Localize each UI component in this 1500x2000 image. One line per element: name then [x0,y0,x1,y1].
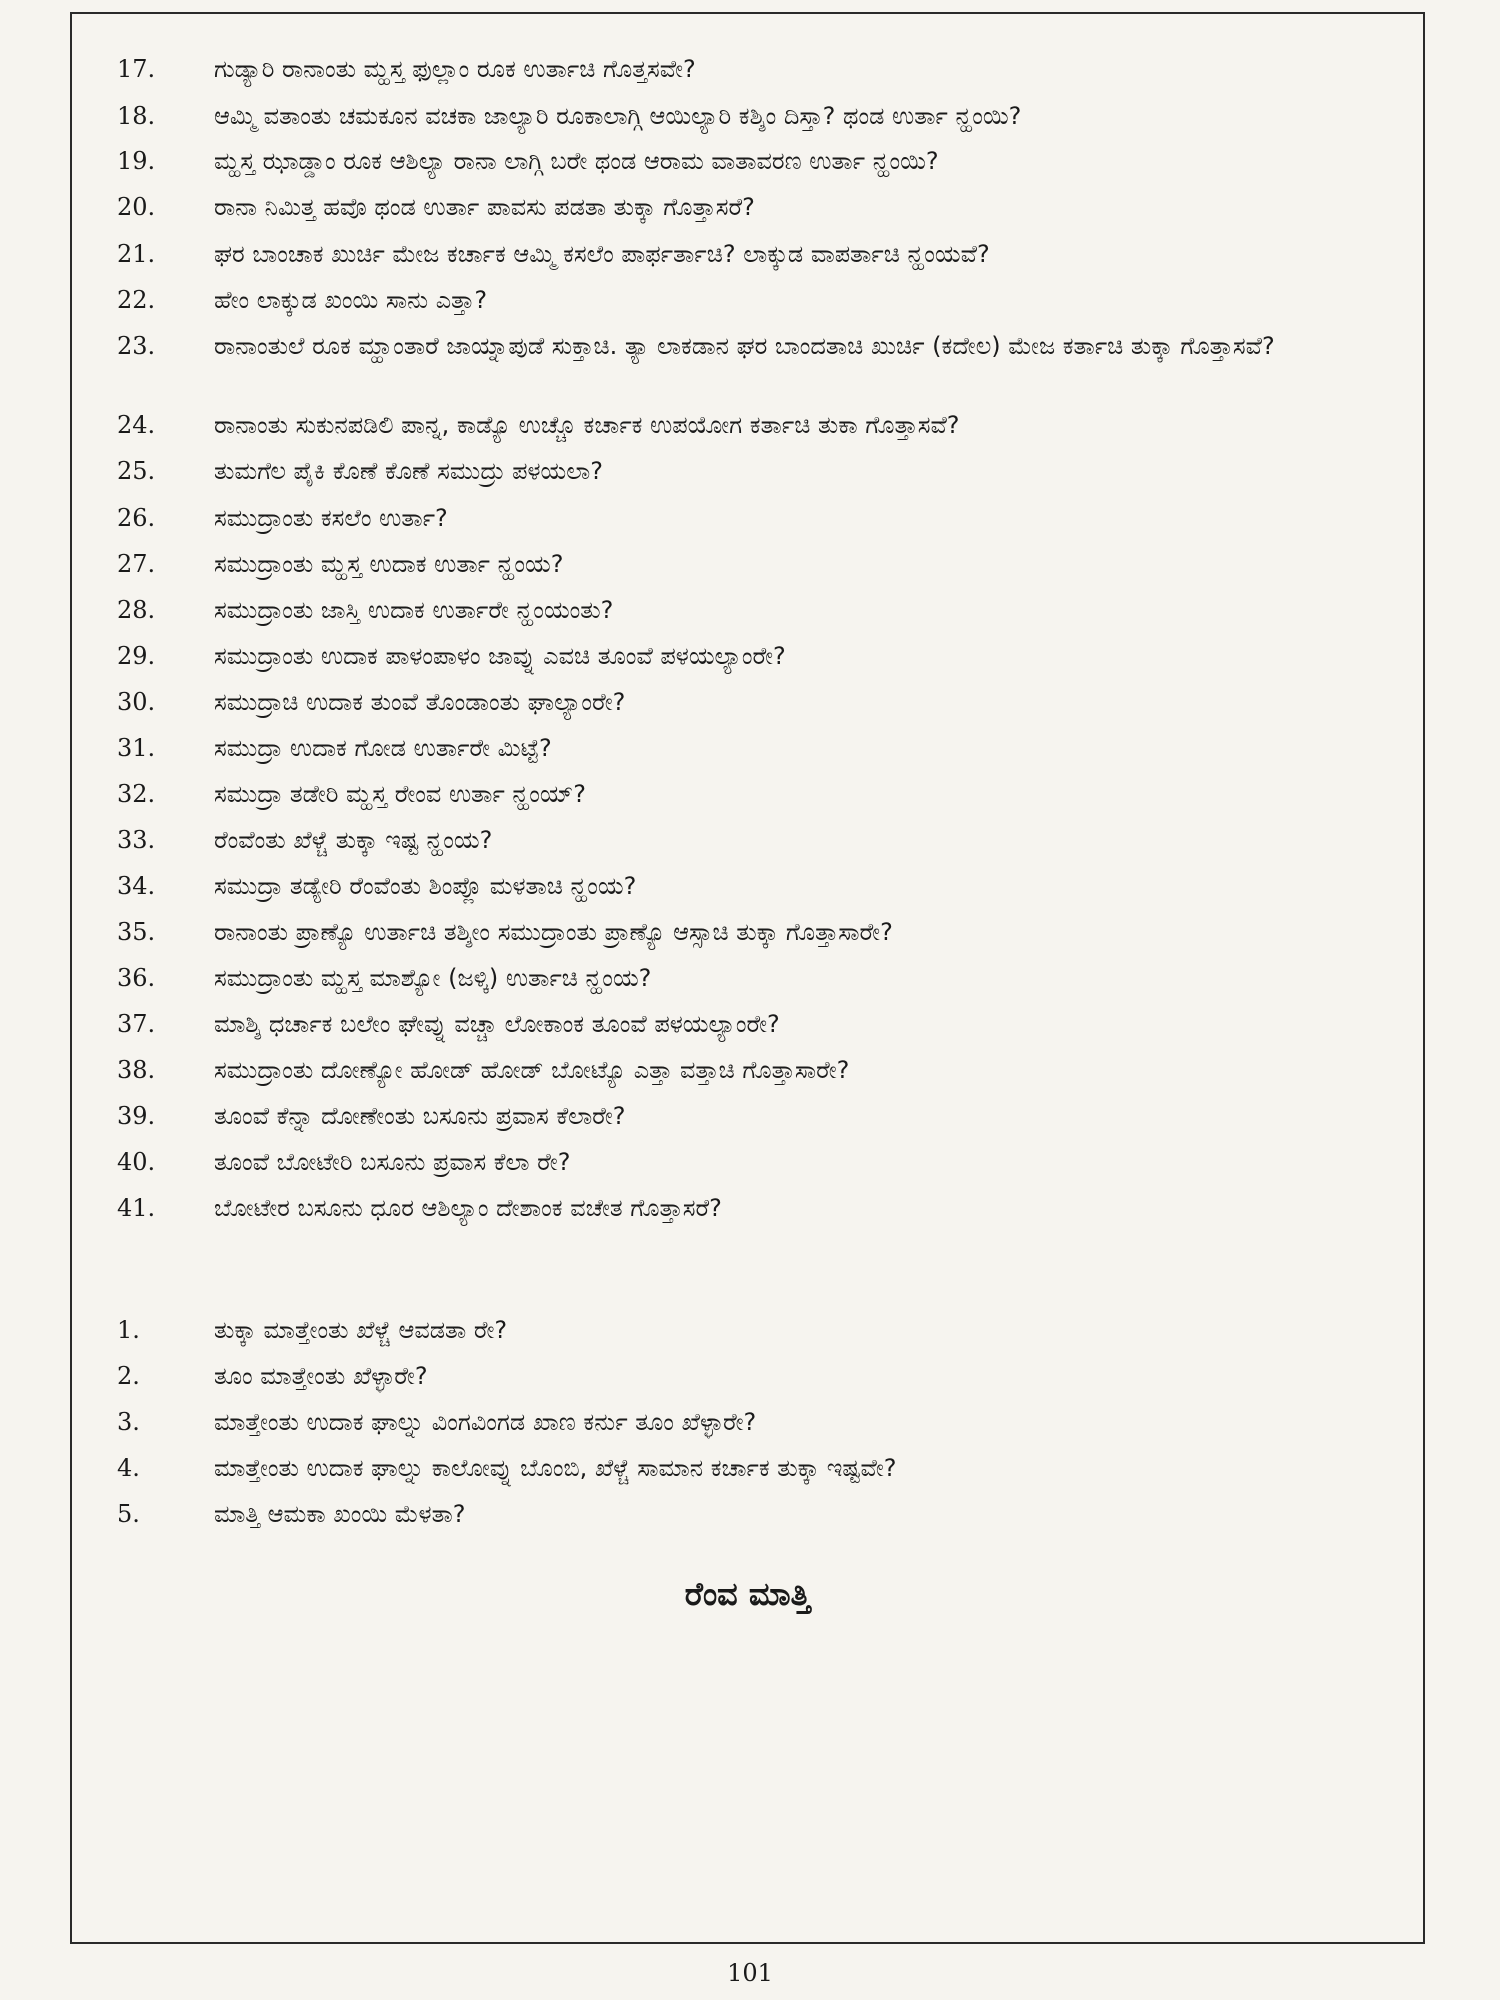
question-number: 5. [117,1500,140,1528]
question-number: 22. [117,286,156,314]
question-text: ಆಮ್ಮಿ ವತಾಂತು ಚಮಕೂನ ವಚಕಾ ಜಾಲ್ಯಾರಿ ರೂಕಾಲಾಗ್ಗಿ ಆಯಿಲ್ಯಾರಿ ಕಶ್ಶಿಂ ದಿಸ್ತಾ? ಥಂಡ ಉರ್ತಾ ನ್ಹಂಯಿ? [214,102,1022,130]
question-number: 18. [117,102,156,130]
question-number: 33. [117,826,156,854]
question-number: 39. [117,1102,156,1130]
question-number: 19. [117,147,156,175]
question-text: ಸಮುದ್ರಾಂತು ಮ್ಹಸ್ತ ಮಾಶ್ಯೋ (ಜಳ್ಕಿ) ಉರ್ತಾಚಿ ನ್ಹಂಯ? [214,964,652,992]
question-text: ಸಮುದ್ರಾ ಉದಾಕ ಗೋಡ ಉರ್ತಾರೇ ಮಿಟ್ಟೆ? [214,734,552,762]
question-text: ಮ್ಹಸ್ತ ಝಾಡ್ಡಾಂ ರೂಕ ಆಶಿಲ್ಯಾ ರಾನಾ ಲಾಗ್ಗಿ ಬರೇ ಥಂಡ ಆರಾಮ ವಾತಾವರಣ ಉರ್ತಾ ನ್ಹಂಯಿ? [214,147,939,175]
question-text: ಬೋಟೇರ ಬಸೂನು ಧೂರ ಆಶಿಲ್ಯಾಂ ದೇಶಾಂಕ ವಚೇತ ಗೊತ್ತಾಸರೆ? [214,1194,722,1222]
question-number: 40. [117,1148,156,1176]
question-text: ಸಮುದ್ರಾಂತು ಮ್ಹಸ್ತ ಉದಾಕ ಉರ್ತಾ ನ್ಹಂಯ? [214,550,564,578]
question-number: 27. [117,550,156,578]
question-number: 38. [117,1056,156,1084]
question-text: ರಾನಾಂತುಲೆ ರೂಕ ಮ್ಹಾಂತಾರೆ ಜಾಯ್ನಾಪುಡೆ ಸುಕ್ತಾಚಿ. ತ್ಯಾ ಲಾಕಡಾನ ಘರ ಬಾಂದತಾಚಿ ಖುರ್ಚಿ (ಕದೇಲ) ಮೇಜ ಕರ್ತಾಚಿ ತುಕ್ಕಾ ಗೊತ್ತಾಸವೆ? [214,332,1275,360]
question-number: 26. [117,504,156,532]
page-number: 101 [727,1959,773,1987]
question-number: 28. [117,596,156,624]
question-text: ಸಮುದ್ರಾಂತು ಉದಾಕ ಪಾಳಂಪಾಳಂ ಜಾವ್ನು ಎವಚಿ ತೂಂವೆ ಪಳಯಲ್ಯಾಂರೇ? [214,642,786,670]
question-number: 20. [117,193,156,221]
question-text: ಸಮುದ್ರಾಚಿ ಉದಾಕ ತುಂವೆ ತೊಂಡಾಂತು ಘಾಲ್ಯಾಂರೇ? [214,688,626,716]
question-number: 21. [117,240,156,268]
question-text: ಸಮುದ್ರಾಂತು ದೋಣ್ಯೋ ಹೋಡ್ ಹೋಡ್ ಬೋಟ್ಯೊ ಎತ್ತಾ ವತ್ತಾಚಿ ಗೊತ್ತಾಸಾರೇ? [214,1056,850,1084]
question-text: ರಾನಾಂತು ಪ್ರಾಣ್ಯೊ ಉರ್ತಾಚಿ ತಶ್ಶೀಂ ಸಮುದ್ರಾಂತು ಪ್ರಾಣ್ಯೊ ಆಸ್ಸಾಚಿ ತುಕ್ಕಾ ಗೊತ್ತಾಸಾರೇ? [214,918,893,946]
question-text: ತುಮಗೆಲ ಪೈಕಿ ಕೊಣೆ ಕೊಣೆ ಸಮುದ್ರು ಪಳಯಲಾ? [214,457,604,485]
question-text: ಮಾತ್ತೇಂತು ಉದಾಕ ಘಾಲ್ನು ಕಾಲೋವ್ನು ಬೊಂಬಿ, ಖೆಳ್ಚೆ ಸಾಮಾನ ಕರ್ಚಾಕ ತುಕ್ಕಾ ಇಷ್ಟವೇ? [214,1454,897,1482]
question-number: 29. [117,642,156,670]
question-number: 32. [117,780,156,808]
question-text: ತೂಂವೆ ಬೋಟೇರಿ ಬಸೂನು ಪ್ರವಾಸ ಕೆಲಾ ರೇ? [214,1148,571,1176]
question-text: ಸಮುದ್ರಾಂತು ಕಸಲೆಂ ಉರ್ತಾ? [214,504,448,532]
question-number: 23. [117,332,156,360]
question-number: 3. [117,1408,140,1436]
question-number: 4. [117,1454,140,1482]
question-text: ಸಮುದ್ರಾ ತಡೇರಿ ಮ್ಹಸ್ತ ರೇಂವ ಉರ್ತಾ ನ್ಹಂಯ್? [214,780,587,808]
question-text: ಮಾತ್ತಿ ಆಮಕಾ ಖಂಯಿ ಮೆಳತಾ? [214,1500,466,1528]
question-text: ಮಾಶ್ಶಿ ಧರ್ಚಾಕ ಬಲೇಂ ಘೇವ್ನು ವಚ್ಚಾ ಲೋಕಾಂಕ ತೂಂವೆ ಪಳಯಲ್ಯಾಂರೇ? [214,1010,780,1038]
question-number: 34. [117,872,156,900]
question-number: 25. [117,457,156,485]
question-text: ಗುಡ್ಯಾರಿ ರಾನಾಂತು ಮ್ಹಸ್ತ ಫುಲ್ಲಾಂ ರೂಕ ಉರ್ತಾಚಿ ಗೊತ್ತಸವೇ? [214,55,696,83]
question-text: ಸಮುದ್ರಾಂತು ಜಾಸ್ತಿ ಉದಾಕ ಉರ್ತಾರೇ ನ್ಹಂಯಂತು? [214,596,614,624]
question-number: 31. [117,734,156,762]
question-number: 1. [117,1316,140,1344]
question-number: 17. [117,55,156,83]
page-border-frame [70,12,1425,1944]
question-text: ರೆಂವೆಂತು ಖೆಳ್ಚೆ ತುಕ್ಕಾ ಇಷ್ಟ ನ್ಹಂಯ? [214,826,493,854]
question-text: ಘರ ಬಾಂಚಾಕ ಖುರ್ಚಿ ಮೇಜ ಕರ್ಚಾಕ ಆಮ್ಮಿ ಕಸಲೆಂ ಪಾರ್ಫರ್ತಾಚಿ? ಲಾಕ್ಕುಡ ವಾಪರ್ತಾಚಿ ನ್ಹಂಯವೆ? [214,240,990,268]
section-heading: ರೆಂವ ಮಾತ್ತಿ [684,1575,811,1613]
question-number: 36. [117,964,156,992]
question-text: ತುಕ್ಕಾ ಮಾತ್ತೇಂತು ಖೆಳ್ಚೆ ಆವಡತಾ ರೇ? [214,1316,508,1344]
question-text: ಸಮುದ್ರಾ ತಡ್ಯೇರಿ ರೆಂವೆಂತು ಶಿಂಪ್ಲೊ ಮಳತಾಚಿ ನ್ಹಂಯ? [214,872,637,900]
question-number: 37. [117,1010,156,1038]
question-text: ತೂಂ ಮಾತ್ತೇಂತು ಖೆಳ್ಳಾರೇ? [214,1362,428,1390]
question-text: ತೂಂವೆ ಕೆನ್ನಾ ದೋಣೇಂತು ಬಸೂನು ಪ್ರವಾಸ ಕೆಲಾರೇ? [214,1102,626,1130]
question-text: ಮಾತ್ತೇಂತು ಉದಾಕ ಘಾಲ್ನು ವಿಂಗವಿಂಗಡ ಖಾಣ ಕರ್ನು ತೂಂ ಖೆಳ್ಳಾರೇ? [214,1408,757,1436]
question-number: 30. [117,688,156,716]
question-number: 2. [117,1362,140,1390]
question-text: ಹೇಂ ಲಾಕ್ಕುಡ ಖಂಯಿ ಸಾನು ಎತ್ತಾ? [214,286,488,314]
question-text: ರಾನಾ ನಿಮಿತ್ತ ಹವೊ ಥಂಡ ಉರ್ತಾ ಪಾವಸು ಪಡತಾ ತುಕ್ಕಾ ಗೊತ್ತಾಸರೆ? [214,193,755,221]
question-number: 41. [117,1194,156,1222]
question-number: 35. [117,918,156,946]
question-number: 24. [117,411,156,439]
question-text: ರಾನಾಂತು ಸುಕುನಪಡಿಲಿ ಪಾನ್ನ, ಕಾಡ್ಯೊ ಉಚ್ಚೊ ಕರ್ಚಾಕ ಉಪಯೋಗ ಕರ್ತಾಚಿ ತುಕಾ ಗೊತ್ತಾಸವೆ? [214,411,960,439]
